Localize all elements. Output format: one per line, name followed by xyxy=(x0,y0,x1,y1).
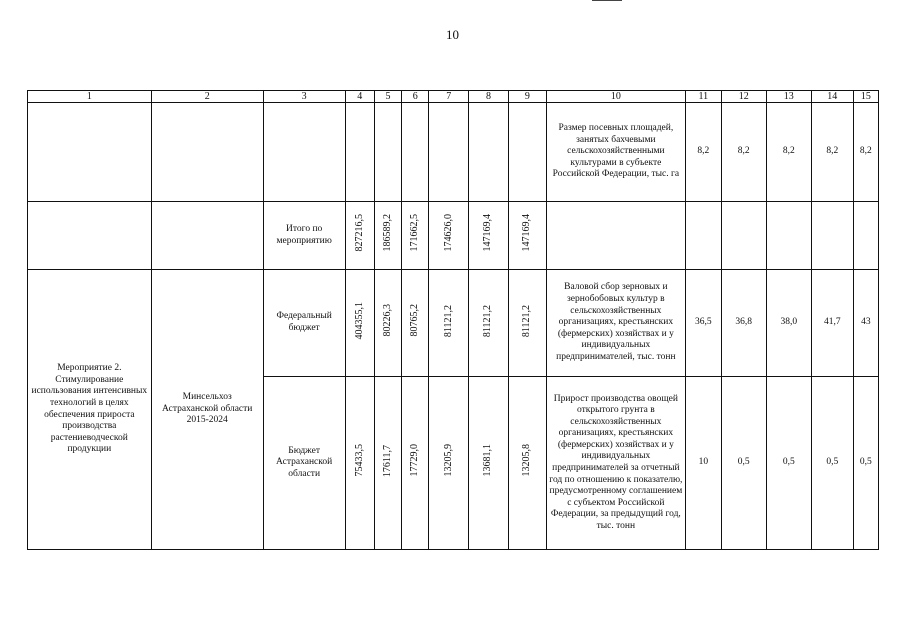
funding-value: 147169,4 xyxy=(482,214,494,252)
target-value: 0,5 xyxy=(721,377,766,550)
target-value: 36,5 xyxy=(686,270,722,377)
funding-value: 80226,3 xyxy=(381,304,393,337)
col-header: 7 xyxy=(429,91,469,103)
target-value: 8,2 xyxy=(811,103,853,202)
funding-value: 404355,1 xyxy=(353,301,365,340)
target-value: 10 xyxy=(686,377,722,550)
funding-value: 827216,5 xyxy=(353,214,365,252)
col-header: 13 xyxy=(766,91,811,103)
col-header: 5 xyxy=(374,91,401,103)
target-value: 43 xyxy=(853,270,878,377)
target-value: 38,0 xyxy=(766,270,811,377)
col-header: 14 xyxy=(811,91,853,103)
target-value: 36,8 xyxy=(721,270,766,377)
total-label: Итого по мероприятию xyxy=(263,202,345,270)
col-header: 1 xyxy=(28,91,152,103)
funding-value: 17729,0 xyxy=(409,444,421,477)
target-value: 41,7 xyxy=(811,270,853,377)
event-title: Мероприятие 2. Стимулирование использования интенсивных технологий в целях обеспечения прироста производства растениеводческой продукции xyxy=(28,270,152,550)
indicator-cell: Размер посевных площадей, занятых бахчевыми сельскохозяйственными культурами в субъекте Российской Федерации, тыс. га xyxy=(546,103,685,202)
target-value: 8,2 xyxy=(766,103,811,202)
funding-value: 171662,5 xyxy=(409,214,421,252)
target-value: 0,5 xyxy=(766,377,811,550)
funding-value: 13205,9 xyxy=(442,444,454,477)
col-header: 11 xyxy=(686,91,722,103)
funding-value: 17611,7 xyxy=(381,444,393,477)
col-header: 6 xyxy=(402,91,429,103)
col-header: 3 xyxy=(263,91,345,103)
col-header: 10 xyxy=(546,91,685,103)
funding-value: 75433,5 xyxy=(353,444,365,477)
funding-value: 186589,2 xyxy=(381,214,393,252)
target-value: 8,2 xyxy=(686,103,722,202)
col-header: 2 xyxy=(151,91,263,103)
target-value: 0,5 xyxy=(811,377,853,550)
table-row xyxy=(28,202,879,270)
table-row xyxy=(28,270,879,377)
program-table xyxy=(27,90,879,550)
table-row xyxy=(28,103,879,202)
funding-source: Бюджет Астраханской области xyxy=(263,377,345,550)
funding-value: 81121,2 xyxy=(482,304,494,337)
funding-value: 147169,4 xyxy=(521,214,533,252)
col-header: 15 xyxy=(853,91,878,103)
funding-source: Федеральный бюджет xyxy=(263,270,345,377)
funding-value: 80765,2 xyxy=(409,304,421,337)
header-row xyxy=(28,91,879,103)
funding-value: 81121,2 xyxy=(442,304,454,337)
target-value: 0,5 xyxy=(853,377,878,550)
indicator-cell: Прирост производства овощей открытого грунта в сельскохозяйственных организациях, крестьянских (фермерских) хозяйствах и у индивидуальных предпринимателей за отчетный год по отношению к показателю, предусмотренному соглашением с субъектом Российской Федерации, за предыдущий год, тыс. тонн xyxy=(546,377,685,550)
funding-value: 13681,1 xyxy=(482,444,494,477)
executor-cell: Минсельхоз Астраханской области 2015-2024 xyxy=(151,270,263,550)
funding-value: 13205,8 xyxy=(521,444,533,477)
col-header: 8 xyxy=(469,91,509,103)
scan-mark xyxy=(592,0,622,1)
indicator-cell: Валовой сбор зерновых и зернобобовых культур в сельскохозяйственных организациях, крестьянских (фермерских) хозяйствах и у индивидуальных предпринимателей, тыс. тонн xyxy=(546,270,685,377)
page-number: 10 xyxy=(446,27,459,42)
funding-value: 81121,2 xyxy=(521,304,533,337)
target-value: 8,2 xyxy=(853,103,878,202)
col-header: 9 xyxy=(508,91,546,103)
col-header: 12 xyxy=(721,91,766,103)
funding-value: 174626,0 xyxy=(442,214,454,252)
target-value: 8,2 xyxy=(721,103,766,202)
col-header: 4 xyxy=(345,91,374,103)
